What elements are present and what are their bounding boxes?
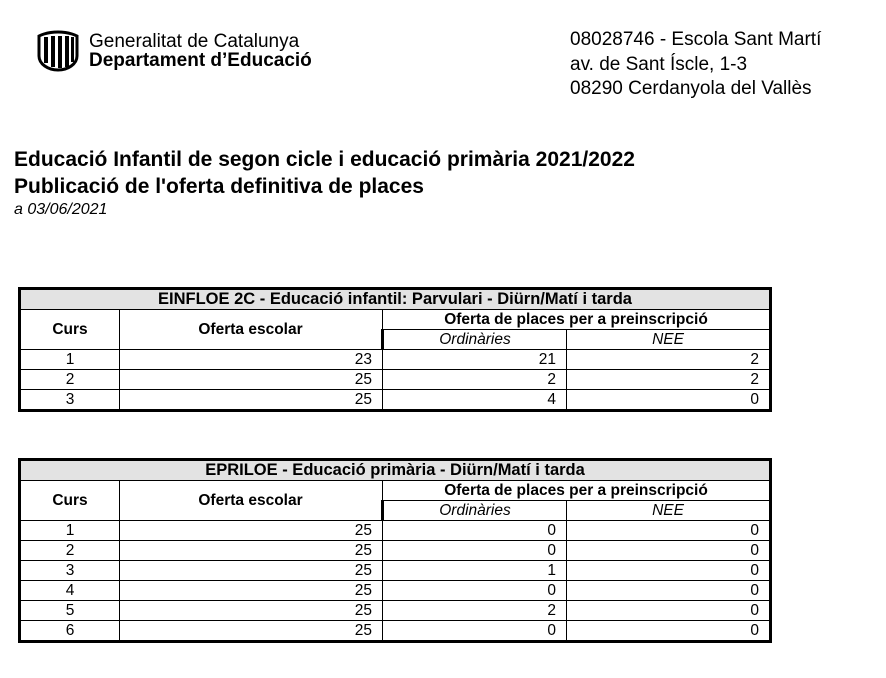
cell-oferta: 25 — [120, 521, 383, 541]
cell-nee: 2 — [567, 350, 771, 370]
document-titles — [14, 146, 635, 220]
school-street: av. de Sant Íscle, 1-3 — [570, 53, 748, 75]
cell-oferta: 25 — [120, 390, 383, 411]
col-nee-header: NEE — [567, 330, 771, 350]
cell-nee: 0 — [567, 581, 771, 601]
col-nee-header: NEE — [567, 501, 771, 521]
cell-curs: 2 — [20, 370, 120, 390]
cell-curs: 5 — [20, 601, 120, 621]
cell-nee: 0 — [567, 390, 771, 411]
cell-ordinaries: 2 — [383, 370, 567, 390]
cell-ordinaries: 1 — [383, 561, 567, 581]
cell-ordinaries: 0 — [383, 621, 567, 642]
infantil-offer-table — [18, 287, 772, 412]
cell-oferta: 25 — [120, 370, 383, 390]
table-title: EPRILOE - Educació primària - Diürn/Matí i tarda — [20, 460, 771, 481]
logo-line-departament: Departament d’Educació — [89, 50, 312, 71]
document-subtitle: Publicació de l'oferta definitiva de places — [14, 175, 424, 198]
cell-oferta: 23 — [120, 350, 383, 370]
col-oferta-header: Oferta escolar — [120, 310, 383, 350]
table-row — [20, 601, 771, 621]
cell-curs: 1 — [20, 350, 120, 370]
cell-oferta: 25 — [120, 561, 383, 581]
col-oferta-header: Oferta escolar — [120, 481, 383, 521]
cell-curs: 3 — [20, 561, 120, 581]
table-row — [20, 561, 771, 581]
cell-ordinaries: 21 — [383, 350, 567, 370]
cell-ordinaries: 0 — [383, 521, 567, 541]
col-places-header: Oferta de places per a preinscripció — [383, 481, 771, 501]
cell-oferta: 25 — [120, 581, 383, 601]
school-city: 08290 Cerdanyola del Vallès — [570, 78, 812, 99]
table-title: EINFLOE 2C - Educació infantil: Parvulari - Diürn/Matí i tarda — [20, 289, 771, 310]
cell-nee: 0 — [567, 541, 771, 561]
table-row — [20, 581, 771, 601]
col-curs-header: Curs — [20, 481, 120, 521]
document-title: Educació Infantil de segon cicle i educació primària 2021/2022 — [14, 148, 635, 171]
col-places-header: Oferta de places per a preinscripció — [383, 310, 771, 330]
logo-line-generalitat: Generalitat de Catalunya — [89, 31, 300, 52]
table-row — [20, 621, 771, 642]
table-row — [20, 370, 771, 390]
col-ordinaries-header: Ordinàries — [383, 501, 567, 521]
cell-nee: 0 — [567, 521, 771, 541]
cell-ordinaries: 2 — [383, 601, 567, 621]
table-row — [20, 521, 771, 541]
cell-nee: 0 — [567, 601, 771, 621]
cell-nee: 0 — [567, 621, 771, 642]
cell-oferta: 25 — [120, 621, 383, 642]
school-code-name: 08028746 - Escola Sant Martí — [570, 29, 822, 50]
table-row — [20, 390, 771, 411]
cell-oferta: 25 — [120, 541, 383, 561]
table-row — [20, 541, 771, 561]
cell-nee: 0 — [567, 561, 771, 581]
school-address-block — [570, 28, 821, 102]
cell-curs: 1 — [20, 521, 120, 541]
table-row — [20, 350, 771, 370]
cell-curs: 3 — [20, 390, 120, 411]
primaria-offer-table — [18, 458, 772, 643]
cell-nee: 2 — [567, 370, 771, 390]
generalitat-logo — [36, 30, 312, 72]
cell-curs: 2 — [20, 541, 120, 561]
col-curs-header: Curs — [20, 310, 120, 350]
cell-ordinaries: 0 — [383, 581, 567, 601]
cell-curs: 4 — [20, 581, 120, 601]
col-ordinaries-header: Ordinàries — [383, 330, 567, 350]
cell-oferta: 25 — [120, 601, 383, 621]
publication-date: a 03/06/2021 — [14, 201, 108, 218]
cell-ordinaries: 0 — [383, 541, 567, 561]
cell-curs: 6 — [20, 621, 120, 642]
generalitat-emblem-icon — [36, 30, 80, 72]
cell-ordinaries: 4 — [383, 390, 567, 411]
